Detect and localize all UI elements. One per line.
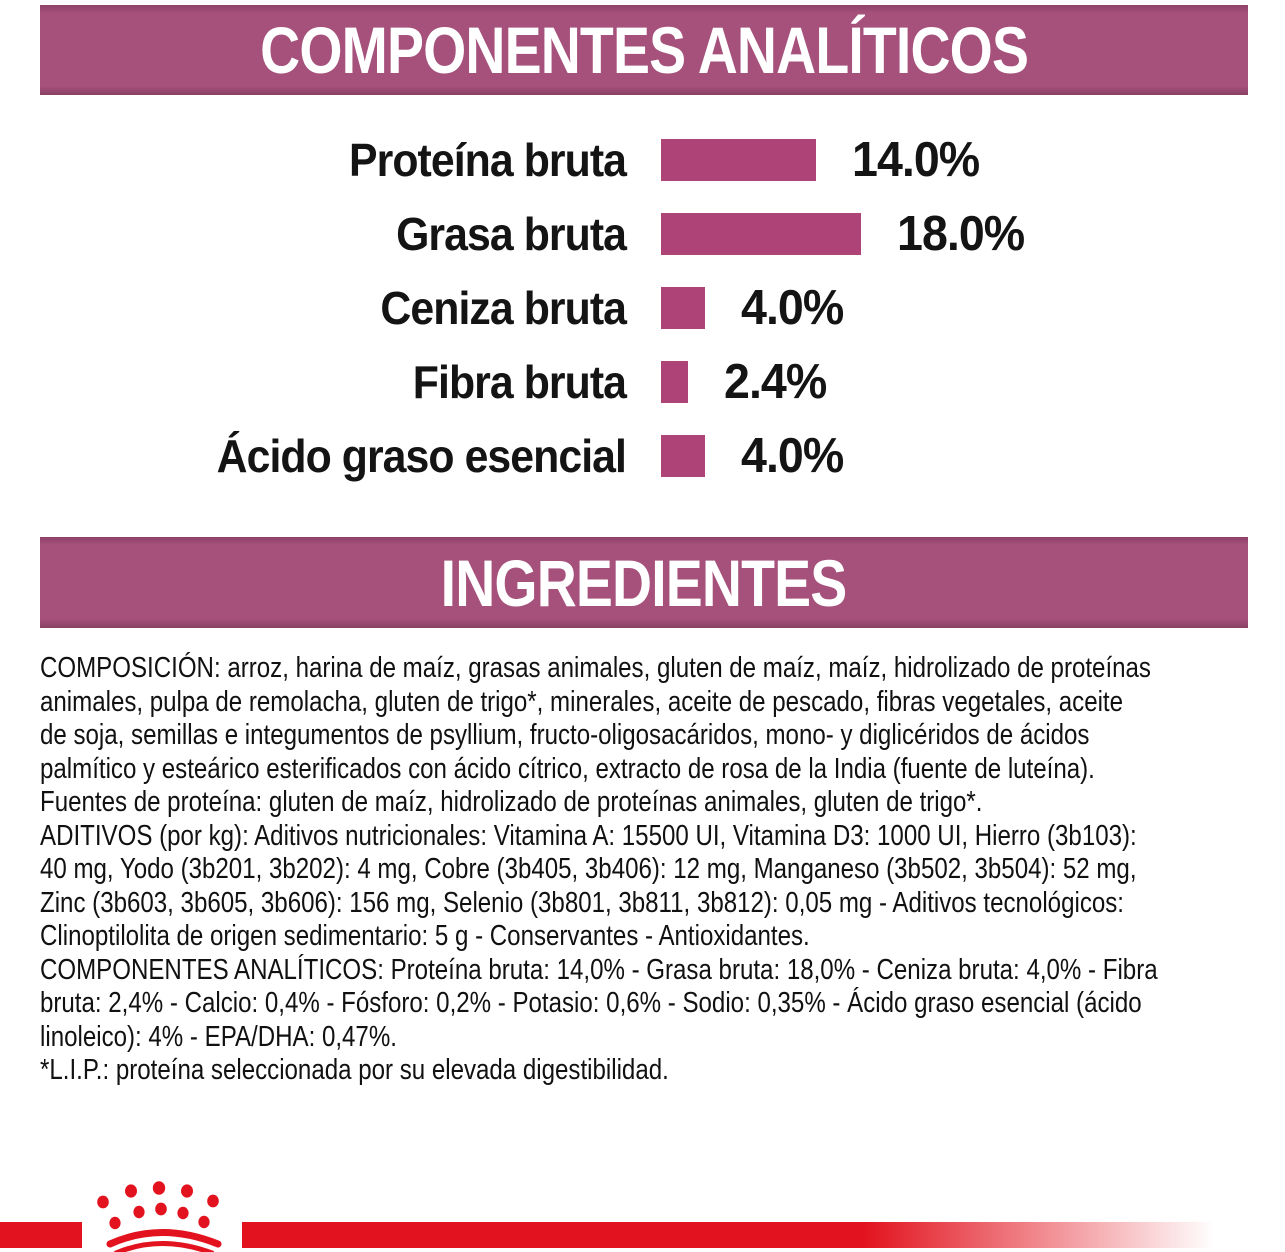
text-line: linoleico): 4% - EPA/DHA: 0,47%. <box>40 1020 397 1053</box>
chart-value: 4.0% <box>741 281 844 335</box>
chart-bar <box>661 139 816 181</box>
ingredients-text-block <box>40 652 1285 1088</box>
text-line: palmítico y esteárico esterificados con ácido cítrico, extracto de rosa de la India (fuente de luteína). <box>40 752 1095 785</box>
analytical-components-banner <box>40 5 1248 95</box>
chart-bar <box>661 361 688 403</box>
chart-label: Grasa bruta <box>396 208 626 260</box>
analytical-components-title: COMPONENTES ANALÍTICOS <box>260 13 1028 87</box>
ingredients-title: INGREDIENTES <box>441 545 847 620</box>
ingredients-banner <box>40 537 1248 628</box>
text-line: 40 mg, Yodo (3b201, 3b202): 4 mg, Cobre (3b405, 3b406): 12 mg, Manganeso (3b502, 3b504): 52 mg, <box>40 853 1137 885</box>
text-line: *L.I.P.: proteína seleccionada por su elevada digestibilidad. <box>40 1054 669 1086</box>
text-line: ADITIVOS (por kg): Aditivos nutricionales: Vitamina A: 15500 UI, Vitamina D3: 1000 UI, Hierro (3b103): <box>40 819 1137 852</box>
chart-bar <box>661 435 705 477</box>
red-band-right <box>242 1222 1245 1248</box>
chart-value: 2.4% <box>723 355 826 409</box>
chart-value: 14.0% <box>852 133 980 187</box>
text-line: de soja, semillas e integumentos de psyllium, fructo-oligosacáridos, mono- y diglicéridos de ácidos <box>40 719 1090 751</box>
text-line: COMPOSICIÓN: arroz, harina de maíz, grasas animales, gluten de maíz, maíz, hidrolizado de proteínas <box>40 652 1151 684</box>
chart-row <box>40 123 1248 197</box>
chart-bar <box>661 213 861 255</box>
text-line: bruta: 2,4% - Calcio: 0,4% - Fósforo: 0,2% - Potasio: 0,6% - Sodio: 0,35% - Ácido graso esencial (ácido <box>40 987 1142 1019</box>
chart-row <box>40 271 1248 345</box>
text-line: COMPONENTES ANALÍTICOS: Proteína bruta: 14,0% - Grasa bruta: 18,0% - Ceniza bruta: 4,0% - Fibra <box>40 953 1158 986</box>
text-line: animales, pulpa de remolacha, gluten de trigo*, minerales, aceite de pescado, fibras vegetales, aceite <box>40 685 1124 718</box>
chart-row <box>40 419 1248 493</box>
chart-label: Ácido graso esencial <box>216 430 626 482</box>
text-line: Clinoptilolita de origen sedimentario: 5 g - Conservantes - Antioxidantes. <box>40 920 810 952</box>
analytical-components-chart <box>40 123 1248 493</box>
chart-label: Proteína bruta <box>349 134 626 186</box>
text-line: Fuentes de proteína: gluten de maíz, hidrolizado de proteínas animales, gluten de trigo*. <box>40 786 983 818</box>
chart-bar <box>661 287 705 329</box>
chart-value: 18.0% <box>896 207 1025 261</box>
chart-row <box>40 197 1248 271</box>
chart-row <box>40 345 1248 419</box>
chart-label: Fibra bruta <box>412 356 626 408</box>
text-line: Zinc (3b603, 3b605, 3b606): 156 mg, Selenio (3b801, 3b811, 3b812): 0,05 mg - Aditivos tecnológicos: <box>40 886 1124 919</box>
chart-label: Ceniza bruta <box>380 282 626 334</box>
red-band-left <box>0 1222 82 1248</box>
royal-canin-crown-icon <box>78 1158 244 1252</box>
chart-value: 4.0% <box>741 429 844 483</box>
